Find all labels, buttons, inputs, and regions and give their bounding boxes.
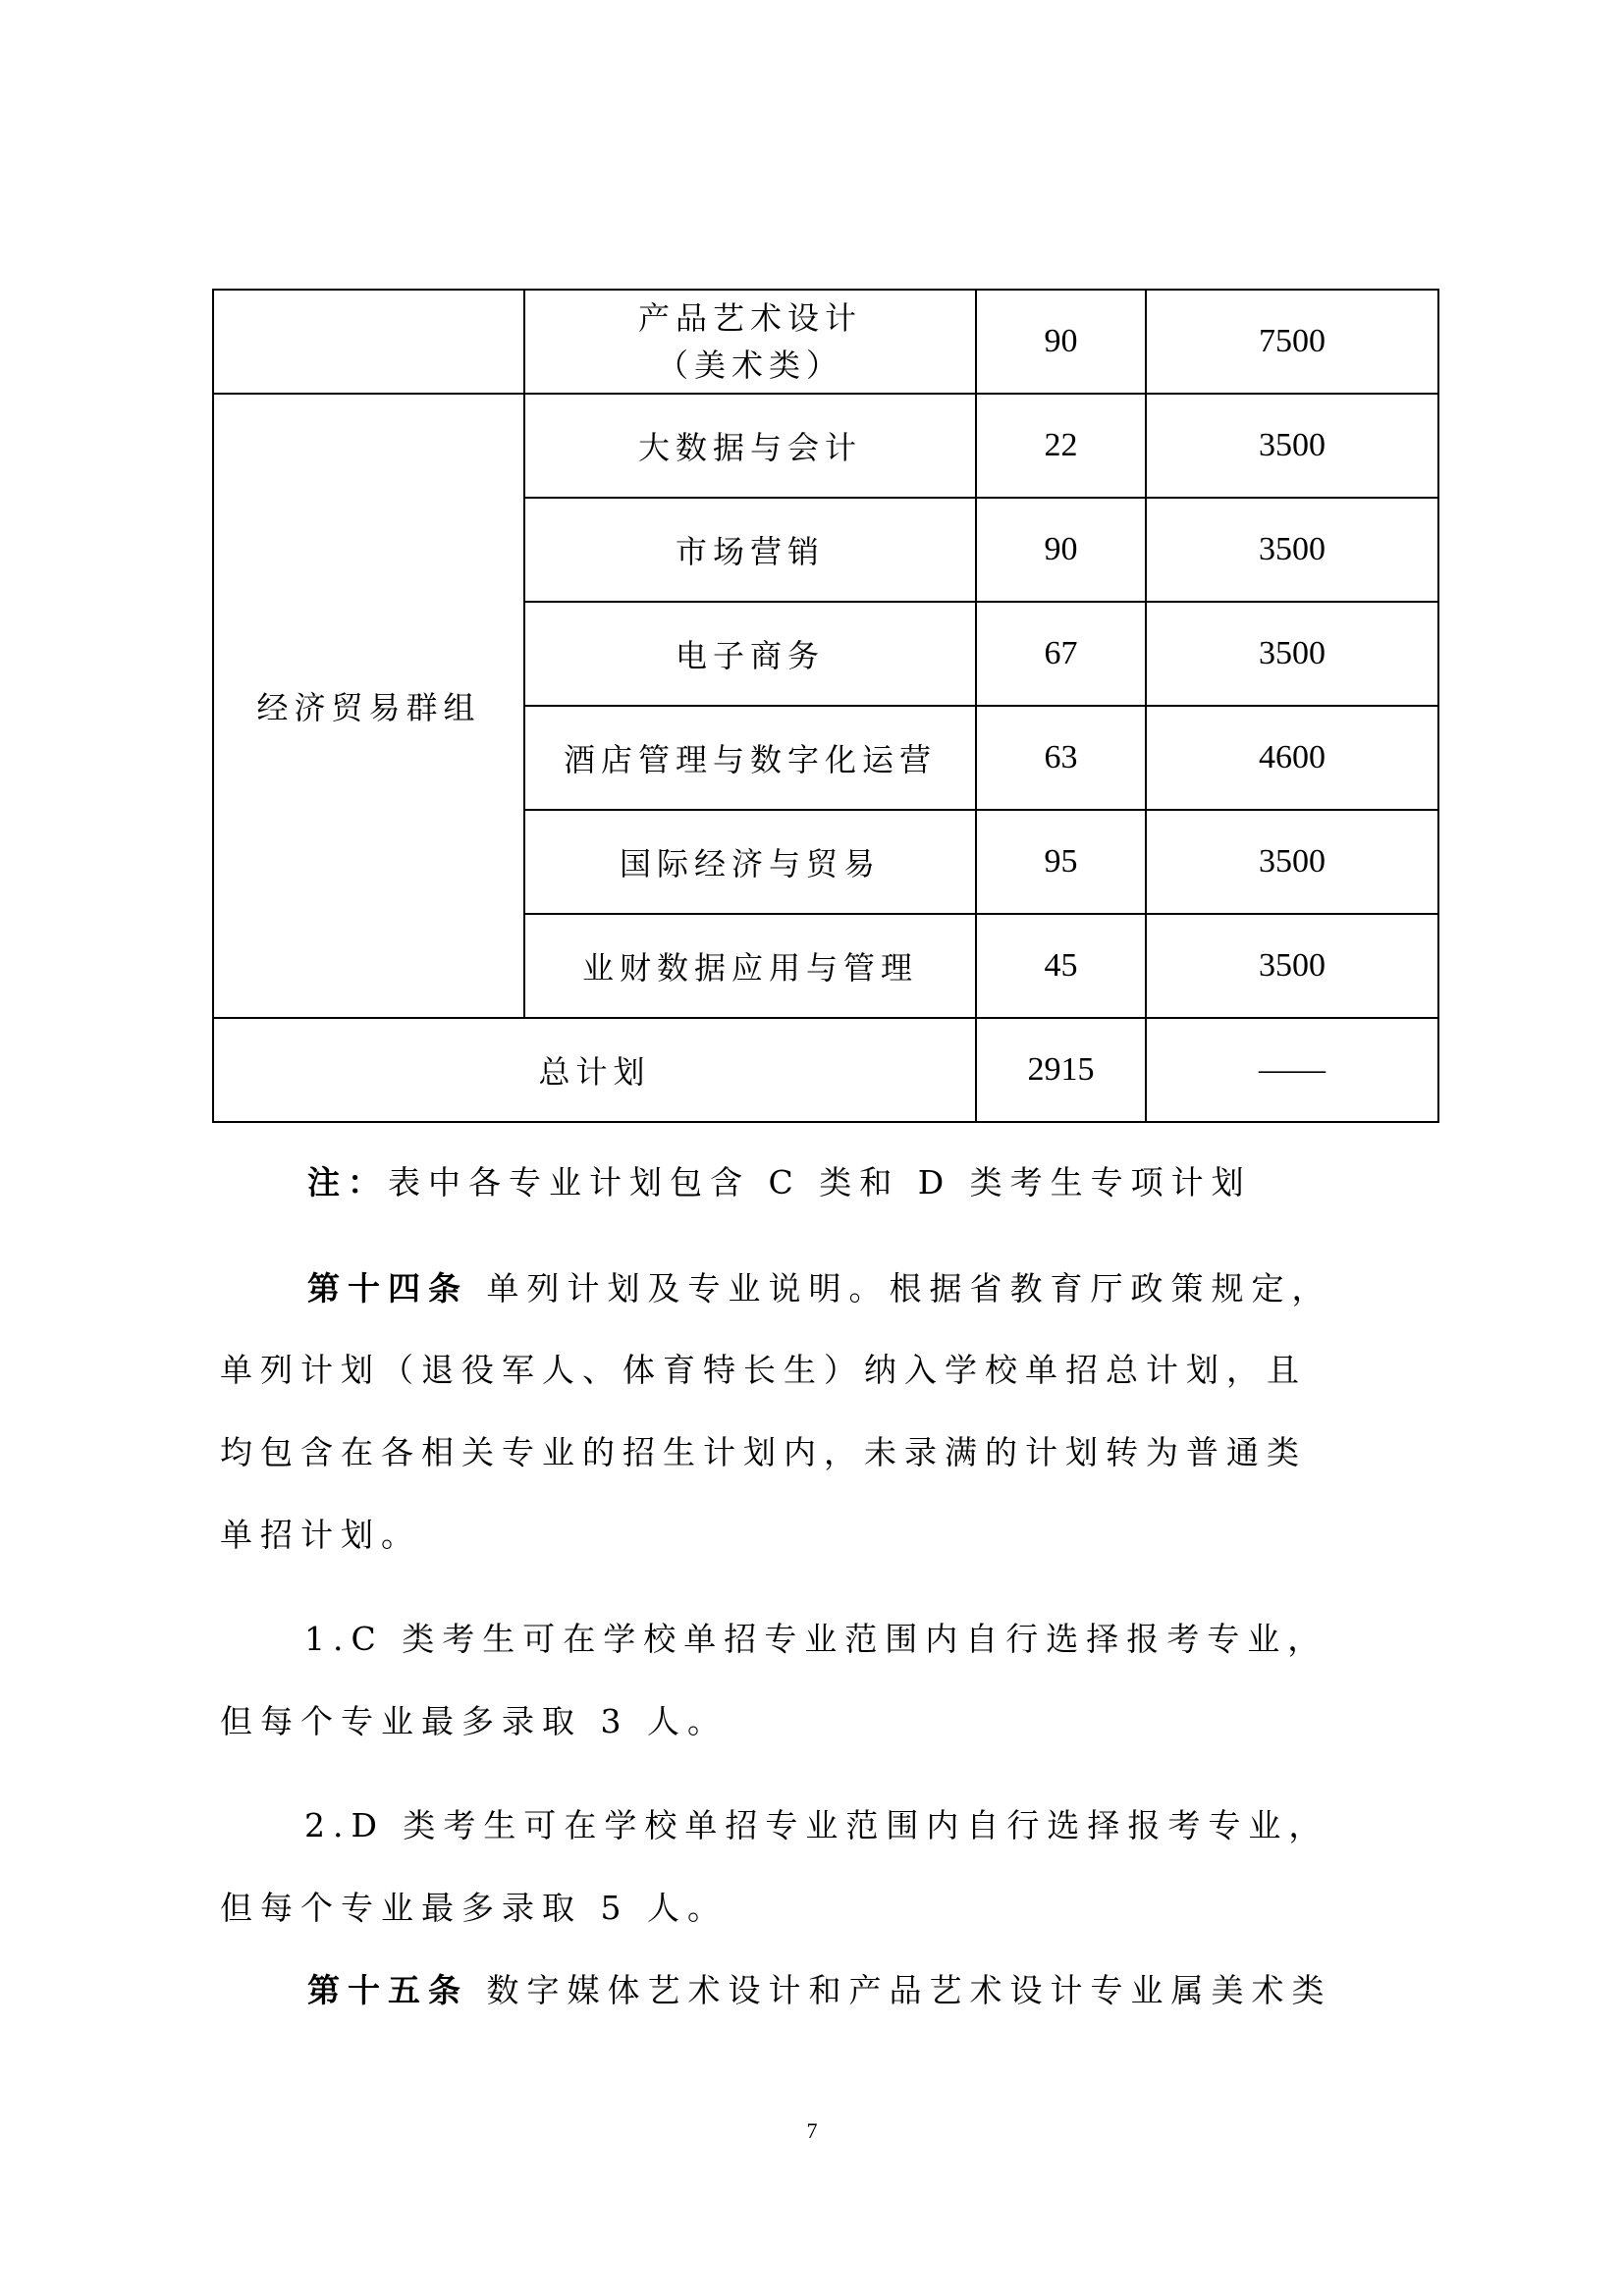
major-cell: 大数据与会计 <box>524 394 976 498</box>
plan-cell: 90 <box>976 290 1146 394</box>
major-cell: 市场营销 <box>524 498 976 602</box>
article-14-title: 第十四条 <box>307 1269 468 1308</box>
fee-cell: 3500 <box>1146 810 1438 914</box>
plan-cell: 95 <box>976 810 1146 914</box>
article-14-text: 单列计划及专业说明。根据省教育厅政策规定， <box>486 1269 1332 1308</box>
item-2-line: 2.D 类考生可在学校单招专业范围内自行选择报考专业， <box>304 1806 1329 1844</box>
total-label: 总计划 <box>213 1018 976 1122</box>
item-1-line: 但每个专业最多录取 3 人。 <box>220 1702 728 1740</box>
major-cell: 酒店管理与数字化运营 <box>524 706 976 810</box>
total-fee: —— <box>1146 1018 1438 1122</box>
item-1-line: 1.C 类考生可在学校单招专业范围内自行选择报考专业， <box>304 1620 1328 1658</box>
article-14-line <box>307 1267 1332 1310</box>
major-cell: 电子商务 <box>524 602 976 706</box>
note-text: 表中各专业计划包含 C 类和 D 类考生专项计划 <box>388 1163 1252 1201</box>
major-cell: 业财数据应用与管理 <box>524 914 976 1018</box>
article-14-line: 单列计划（退役军人、体育特长生）纳入学校单招总计划，且 <box>220 1351 1307 1389</box>
table-row <box>213 394 1438 498</box>
major-cell: 国际经济与贸易 <box>524 810 976 914</box>
plan-cell: 63 <box>976 706 1146 810</box>
fee-cell: 7500 <box>1146 290 1438 394</box>
plan-cell: 67 <box>976 602 1146 706</box>
fee-cell: 3500 <box>1146 914 1438 1018</box>
article-14-line: 单招计划。 <box>220 1516 421 1554</box>
table-row <box>213 290 1438 394</box>
article-15-line <box>307 1969 1332 2012</box>
group-cell: 经济贸易群组 <box>213 394 524 1018</box>
page-number: 7 <box>806 2118 818 2143</box>
article-15-text: 数字媒体艺术设计和产品艺术设计专业属美术类 <box>486 1971 1332 2009</box>
fee-cell: 3500 <box>1146 602 1438 706</box>
enrollment-plan-table <box>212 289 1439 1123</box>
fee-cell: 4600 <box>1146 706 1438 810</box>
table-note <box>307 1161 1252 1204</box>
article-14-line: 均包含在各相关专业的招生计划内，未录满的计划转为普通类 <box>220 1433 1307 1471</box>
fee-cell: 3500 <box>1146 498 1438 602</box>
major-name: 产品艺术设计 <box>637 299 862 337</box>
total-plan: 2915 <box>976 1018 1146 1122</box>
plan-cell: 22 <box>976 394 1146 498</box>
item-2-line: 但每个专业最多录取 5 人。 <box>220 1889 728 1927</box>
article-15-title: 第十五条 <box>307 1971 468 2009</box>
note-label: 注： <box>307 1163 388 1201</box>
major-cell <box>524 290 976 394</box>
total-row <box>213 1018 1438 1122</box>
plan-cell: 45 <box>976 914 1146 1018</box>
fee-cell: 3500 <box>1146 394 1438 498</box>
major-category: （美术类） <box>656 347 843 384</box>
plan-cell: 90 <box>976 498 1146 602</box>
group-cell <box>213 290 524 394</box>
